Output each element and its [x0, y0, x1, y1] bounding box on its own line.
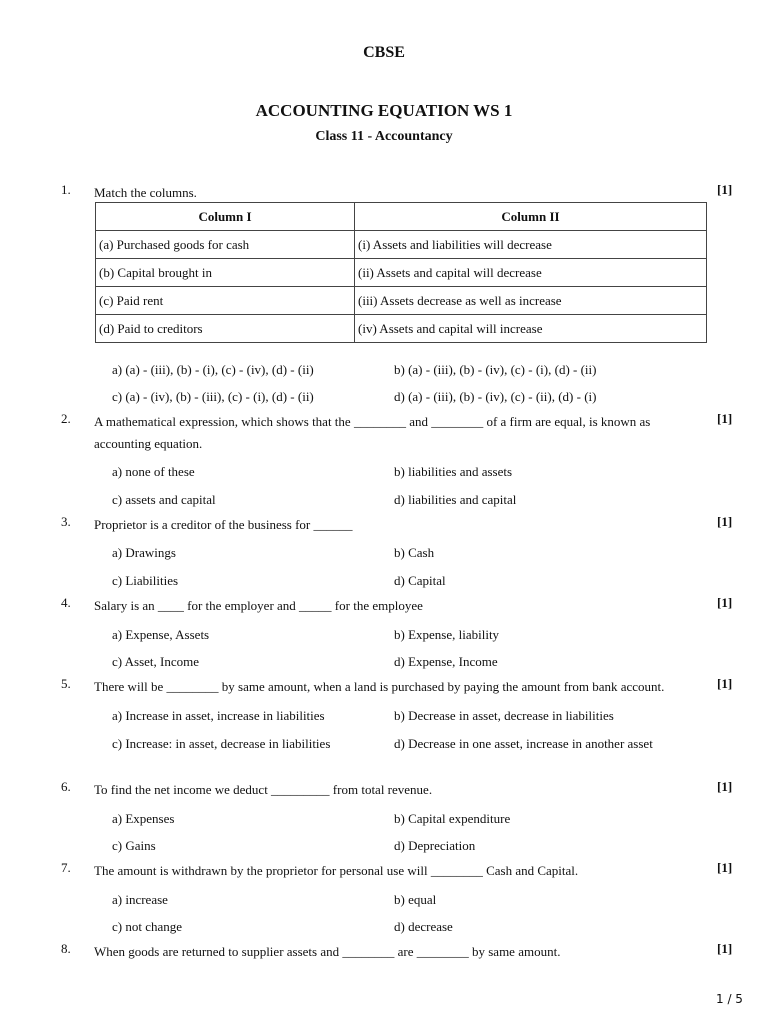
answer-option: d) (a) - (iii), (b) - (iv), (c) - (ii), (d) - (i)	[394, 389, 597, 404]
table-cell: (b) Capital brought in	[96, 259, 355, 287]
answer-option: d) decrease	[394, 919, 453, 934]
question-marks: [1]	[717, 676, 733, 691]
answer-option: c) assets and capital	[112, 492, 216, 507]
question-text: To find the net income we deduct _________ from total revenue.	[94, 782, 433, 797]
question-number: 3.	[61, 514, 71, 529]
answer-option: d) Expense, Income	[394, 654, 498, 669]
table-cell: (d) Paid to creditors	[96, 315, 355, 343]
question-marks: [1]	[717, 411, 733, 426]
question-number: 4.	[61, 595, 71, 610]
match-columns-table	[95, 202, 707, 343]
answer-option: b) liabilities and assets	[394, 464, 513, 479]
answer-option: b) (a) - (iii), (b) - (iv), (c) - (i), (d) - (ii)	[394, 362, 597, 377]
question-number: 2.	[61, 411, 71, 426]
answer-option: c) (a) - (iv), (b) - (iii), (c) - (i), (d) - (ii)	[112, 389, 314, 404]
table-header-row	[96, 203, 707, 231]
question-text: A mathematical expression, which shows that the ________ and ________ of a firm are equal, is known as accounting equation.	[94, 414, 651, 451]
answer-option: b) Cash	[394, 545, 435, 560]
answer-option: a) (a) - (iii), (b) - (i), (c) - (iv), (d) - (ii)	[112, 362, 314, 377]
table-row	[96, 259, 707, 287]
answer-option: c) Liabilities	[112, 573, 179, 588]
answer-option: d) Depreciation	[394, 838, 476, 853]
table-cell: (iii) Assets decrease as well as increase	[355, 287, 707, 315]
question-text: Proprietor is a creditor of the business for ______	[94, 517, 353, 532]
answer-option: a) Expense, Assets	[112, 627, 210, 642]
question-marks: [1]	[717, 182, 733, 197]
answer-option: b) Expense, liability	[394, 627, 500, 642]
question-text: When goods are returned to supplier assets and ________ are ________ by same amount.	[94, 944, 561, 959]
question-marks: [1]	[717, 595, 733, 610]
table-header-cell: Column I	[96, 203, 355, 231]
question-text: The amount is withdrawn by the proprietor for personal use will ________ Cash and Capital.	[94, 863, 579, 878]
question-marks: [1]	[717, 514, 733, 529]
answer-option: a) Expenses	[112, 811, 175, 826]
answer-option: c) Increase: in asset, decrease in liabilities	[112, 736, 331, 751]
table-cell: (c) Paid rent	[96, 287, 355, 315]
answer-option: b) Capital expenditure	[394, 811, 511, 826]
answer-option: c) Gains	[112, 838, 156, 853]
table-cell: (iv) Assets and capital will increase	[355, 315, 707, 343]
table-header-cell: Column II	[355, 203, 707, 231]
table-cell: (i) Assets and liabilities will decrease	[355, 231, 707, 259]
question-marks: [1]	[717, 779, 733, 794]
board-name: CBSE	[363, 44, 405, 61]
table-row	[96, 287, 707, 315]
table-cell: (a) Purchased goods for cash	[96, 231, 355, 259]
answer-option: a) none of these	[112, 464, 195, 479]
answer-option: b) Decrease in asset, decrease in liabilities	[394, 708, 614, 723]
question-text: Match the columns.	[94, 185, 197, 200]
answer-option: d) liabilities and capital	[394, 492, 517, 507]
table-row	[96, 231, 707, 259]
table-row	[96, 315, 707, 343]
answer-option: d) Capital	[394, 573, 446, 588]
question-number: 6.	[61, 779, 71, 794]
question-number: 7.	[61, 860, 71, 875]
question-number: 8.	[61, 941, 71, 956]
question-text: There will be ________ by same amount, when a land is purchased by paying the amount from bank account.	[94, 679, 665, 694]
page-indicator: 1 / 5	[716, 992, 743, 1006]
answer-option: a) Drawings	[112, 545, 176, 560]
table-cell: (ii) Assets and capital will decrease	[355, 259, 707, 287]
answer-option: a) Increase in asset, increase in liabilities	[112, 708, 325, 723]
answer-option: b) equal	[394, 892, 437, 907]
worksheet-subtitle: Class 11 - Accountancy	[315, 129, 453, 144]
answer-option: d) Decrease in one asset, increase in another asset	[394, 736, 653, 751]
answer-option: c) not change	[112, 919, 183, 934]
answer-option: c) Asset, Income	[112, 654, 200, 669]
question-number: 5.	[61, 676, 71, 691]
question-text: Salary is an ____ for the employer and _____ for the employee	[94, 598, 423, 613]
question-marks: [1]	[717, 860, 733, 875]
worksheet-title: ACCOUNTING EQUATION WS 1	[255, 101, 513, 120]
question-marks: [1]	[717, 941, 733, 956]
answer-option: a) increase	[112, 892, 168, 907]
question-number: 1.	[61, 182, 71, 197]
